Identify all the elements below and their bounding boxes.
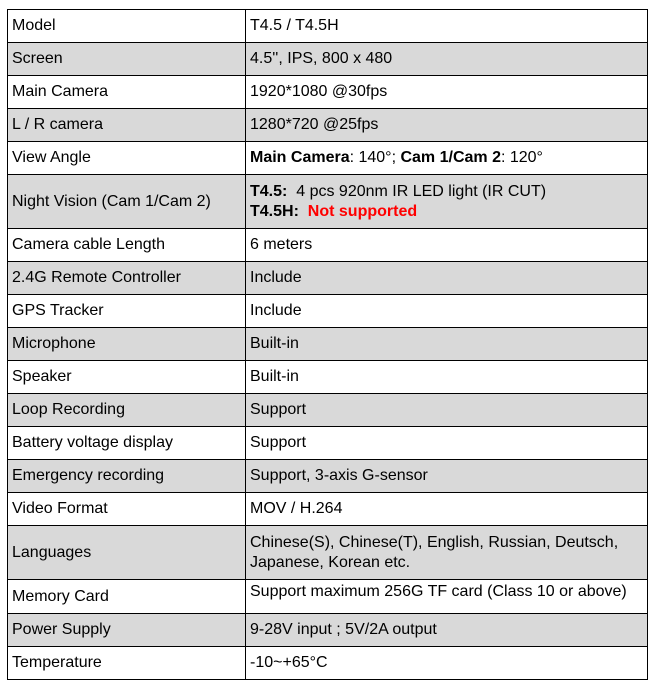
model-t45-label: T4.5: <box>250 182 288 200</box>
table-row <box>8 427 648 460</box>
table-row <box>8 175 648 229</box>
not-supported-text: Not supported <box>307 202 418 220</box>
spec-label: Loop Recording <box>8 394 246 427</box>
spec-label: Battery voltage display <box>8 427 246 460</box>
spec-value <box>246 142 648 175</box>
table-row <box>8 142 648 175</box>
spec-value: -10~+65°C <box>246 647 648 680</box>
spec-label: L / R camera <box>8 109 246 142</box>
spec-label: Screen <box>8 43 246 76</box>
table-row <box>8 493 648 526</box>
table-row <box>8 229 648 262</box>
spec-value: Built-in <box>246 361 648 394</box>
table-row <box>8 647 648 680</box>
spec-value: Include <box>246 262 648 295</box>
spec-label: Night Vision (Cam 1/Cam 2) <box>8 175 246 229</box>
spec-value: 6 meters <box>246 229 648 262</box>
spec-value: T4.5 / T4.5H <box>246 10 648 43</box>
table-row <box>8 614 648 647</box>
spec-value: MOV / H.264 <box>246 493 648 526</box>
table-row <box>8 328 648 361</box>
spec-label: Emergency recording <box>8 460 246 493</box>
memory-card-text: Support maximum 256G TF card (Class 10 or above) <box>250 583 627 600</box>
table-row <box>8 394 648 427</box>
main-camera-angle: : 140°; <box>349 149 401 166</box>
spec-label: Microphone <box>8 328 246 361</box>
table-row <box>8 262 648 295</box>
spec-value: Support <box>246 427 648 460</box>
table-row <box>8 460 648 493</box>
spec-value: Support <box>246 394 648 427</box>
spec-label: Speaker <box>8 361 246 394</box>
spec-label: Video Format <box>8 493 246 526</box>
spec-label: Power Supply <box>8 614 246 647</box>
spec-label: 2.4G Remote Controller <box>8 262 246 295</box>
table-row <box>8 295 648 328</box>
spec-label: Temperature <box>8 647 246 680</box>
table-row <box>8 10 648 43</box>
spec-label: Main Camera <box>8 76 246 109</box>
table-row <box>8 76 648 109</box>
table-row <box>8 526 648 580</box>
table-row <box>8 109 648 142</box>
spec-value: 1280*720 @25fps <box>246 109 648 142</box>
spec-value <box>246 175 648 229</box>
spec-table <box>7 9 648 680</box>
main-camera-label: Main Camera <box>250 149 350 166</box>
spec-value: Chinese(S), Chinese(T), English, Russian, Deutsch, Japanese, Korean etc. <box>246 526 648 580</box>
table-row <box>8 43 648 76</box>
spec-value <box>246 580 648 614</box>
spec-value: 4.5'', IPS, 800 x 480 <box>246 43 648 76</box>
model-t45-value: 4 pcs 920nm IR LED light (IR CUT) <box>287 182 547 200</box>
spec-label: Languages <box>8 526 246 580</box>
spec-value: 1920*1080 @30fps <box>246 76 648 109</box>
cam-label: Cam 1/Cam 2 <box>400 149 501 166</box>
spec-label: Camera cable Length <box>8 229 246 262</box>
table-row <box>8 361 648 394</box>
spec-value: Built-in <box>246 328 648 361</box>
spec-value: Include <box>246 295 648 328</box>
model-t45h-label: T4.5H: <box>250 202 299 220</box>
spec-value: Support, 3-axis G-sensor <box>246 460 648 493</box>
cam-angle: : 120° <box>500 149 543 166</box>
table-row <box>8 580 648 614</box>
spec-value: 9-28V input ; 5V/2A output <box>246 614 648 647</box>
spec-label: GPS Tracker <box>8 295 246 328</box>
spec-label: View Angle <box>8 142 246 175</box>
spec-label: Memory Card <box>8 580 246 614</box>
spec-label: Model <box>8 10 246 43</box>
